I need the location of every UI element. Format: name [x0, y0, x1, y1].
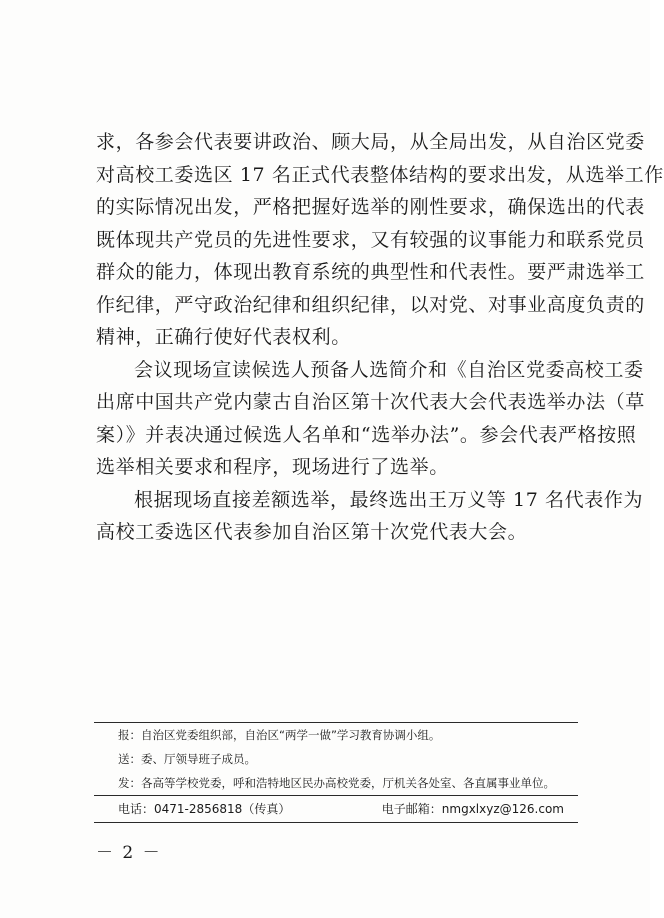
- text-line: 根据现场直接差额选举，最终选出王万义等 17 名代表作为: [134, 488, 644, 511]
- issue-to-line: 发：各高等学校党委，呼和浩特地区民办高校党委，厅机关各处室、各直属事业单位。: [118, 776, 555, 790]
- body-text: [96, 126, 664, 549]
- footer-bottom-rule: [94, 822, 578, 823]
- text-line: 既体现共产党员的先进性要求，又有较强的议事能力和联系党员: [96, 228, 645, 251]
- text-line: 会议现场宣读候选人预备人选简介和《自治区党委高校工委: [134, 358, 644, 381]
- text-line: 求，各参会代表要讲政治、顾大局，从全局出发，从自治区党委: [96, 131, 645, 153]
- contact-line: [94, 796, 578, 822]
- email-text: 电子邮箱：nmgxlxyz@126.com: [381, 802, 564, 816]
- report-to-line: 报：自治区党委组织部，自治区“两学一做”学习教育协调小组。: [118, 728, 441, 742]
- text-line: 的实际情况出发，严格把握好选举的刚性要求，确保选出的代表: [96, 196, 645, 218]
- text-line: 高校工委选区代表参加自治区第十次党代表大会。: [96, 521, 528, 543]
- text-line: 群众的能力，体现出教育系统的典型性和代表性。要严肃选举工: [96, 261, 645, 283]
- phone-text: 电话：0471-2856818（传真）: [118, 802, 291, 816]
- page-number: － 2 －: [96, 843, 162, 863]
- text-line: 出席中国共产党内蒙古自治区第十次代表大会代表选举办法（草: [96, 391, 645, 413]
- text-line: 作纪律，严守政治纪律和组织纪律，以对党、对事业高度负责的: [96, 293, 645, 316]
- text-line: 案）》并表决通过候选人名单和“选举办法”。参会代表严格按照: [96, 423, 637, 446]
- distribution-footer: [94, 722, 578, 823]
- send-to-line: 送：委、厅领导班子成员。: [118, 752, 256, 766]
- text-line: 选举相关要求和程序，现场进行了选举。: [96, 456, 449, 478]
- text-line: 对高校工委选区 17 名正式代表整体结构的要求出发，从选举工作: [96, 163, 664, 186]
- text-line: 精神，正确行使好代表权利。: [96, 326, 351, 348]
